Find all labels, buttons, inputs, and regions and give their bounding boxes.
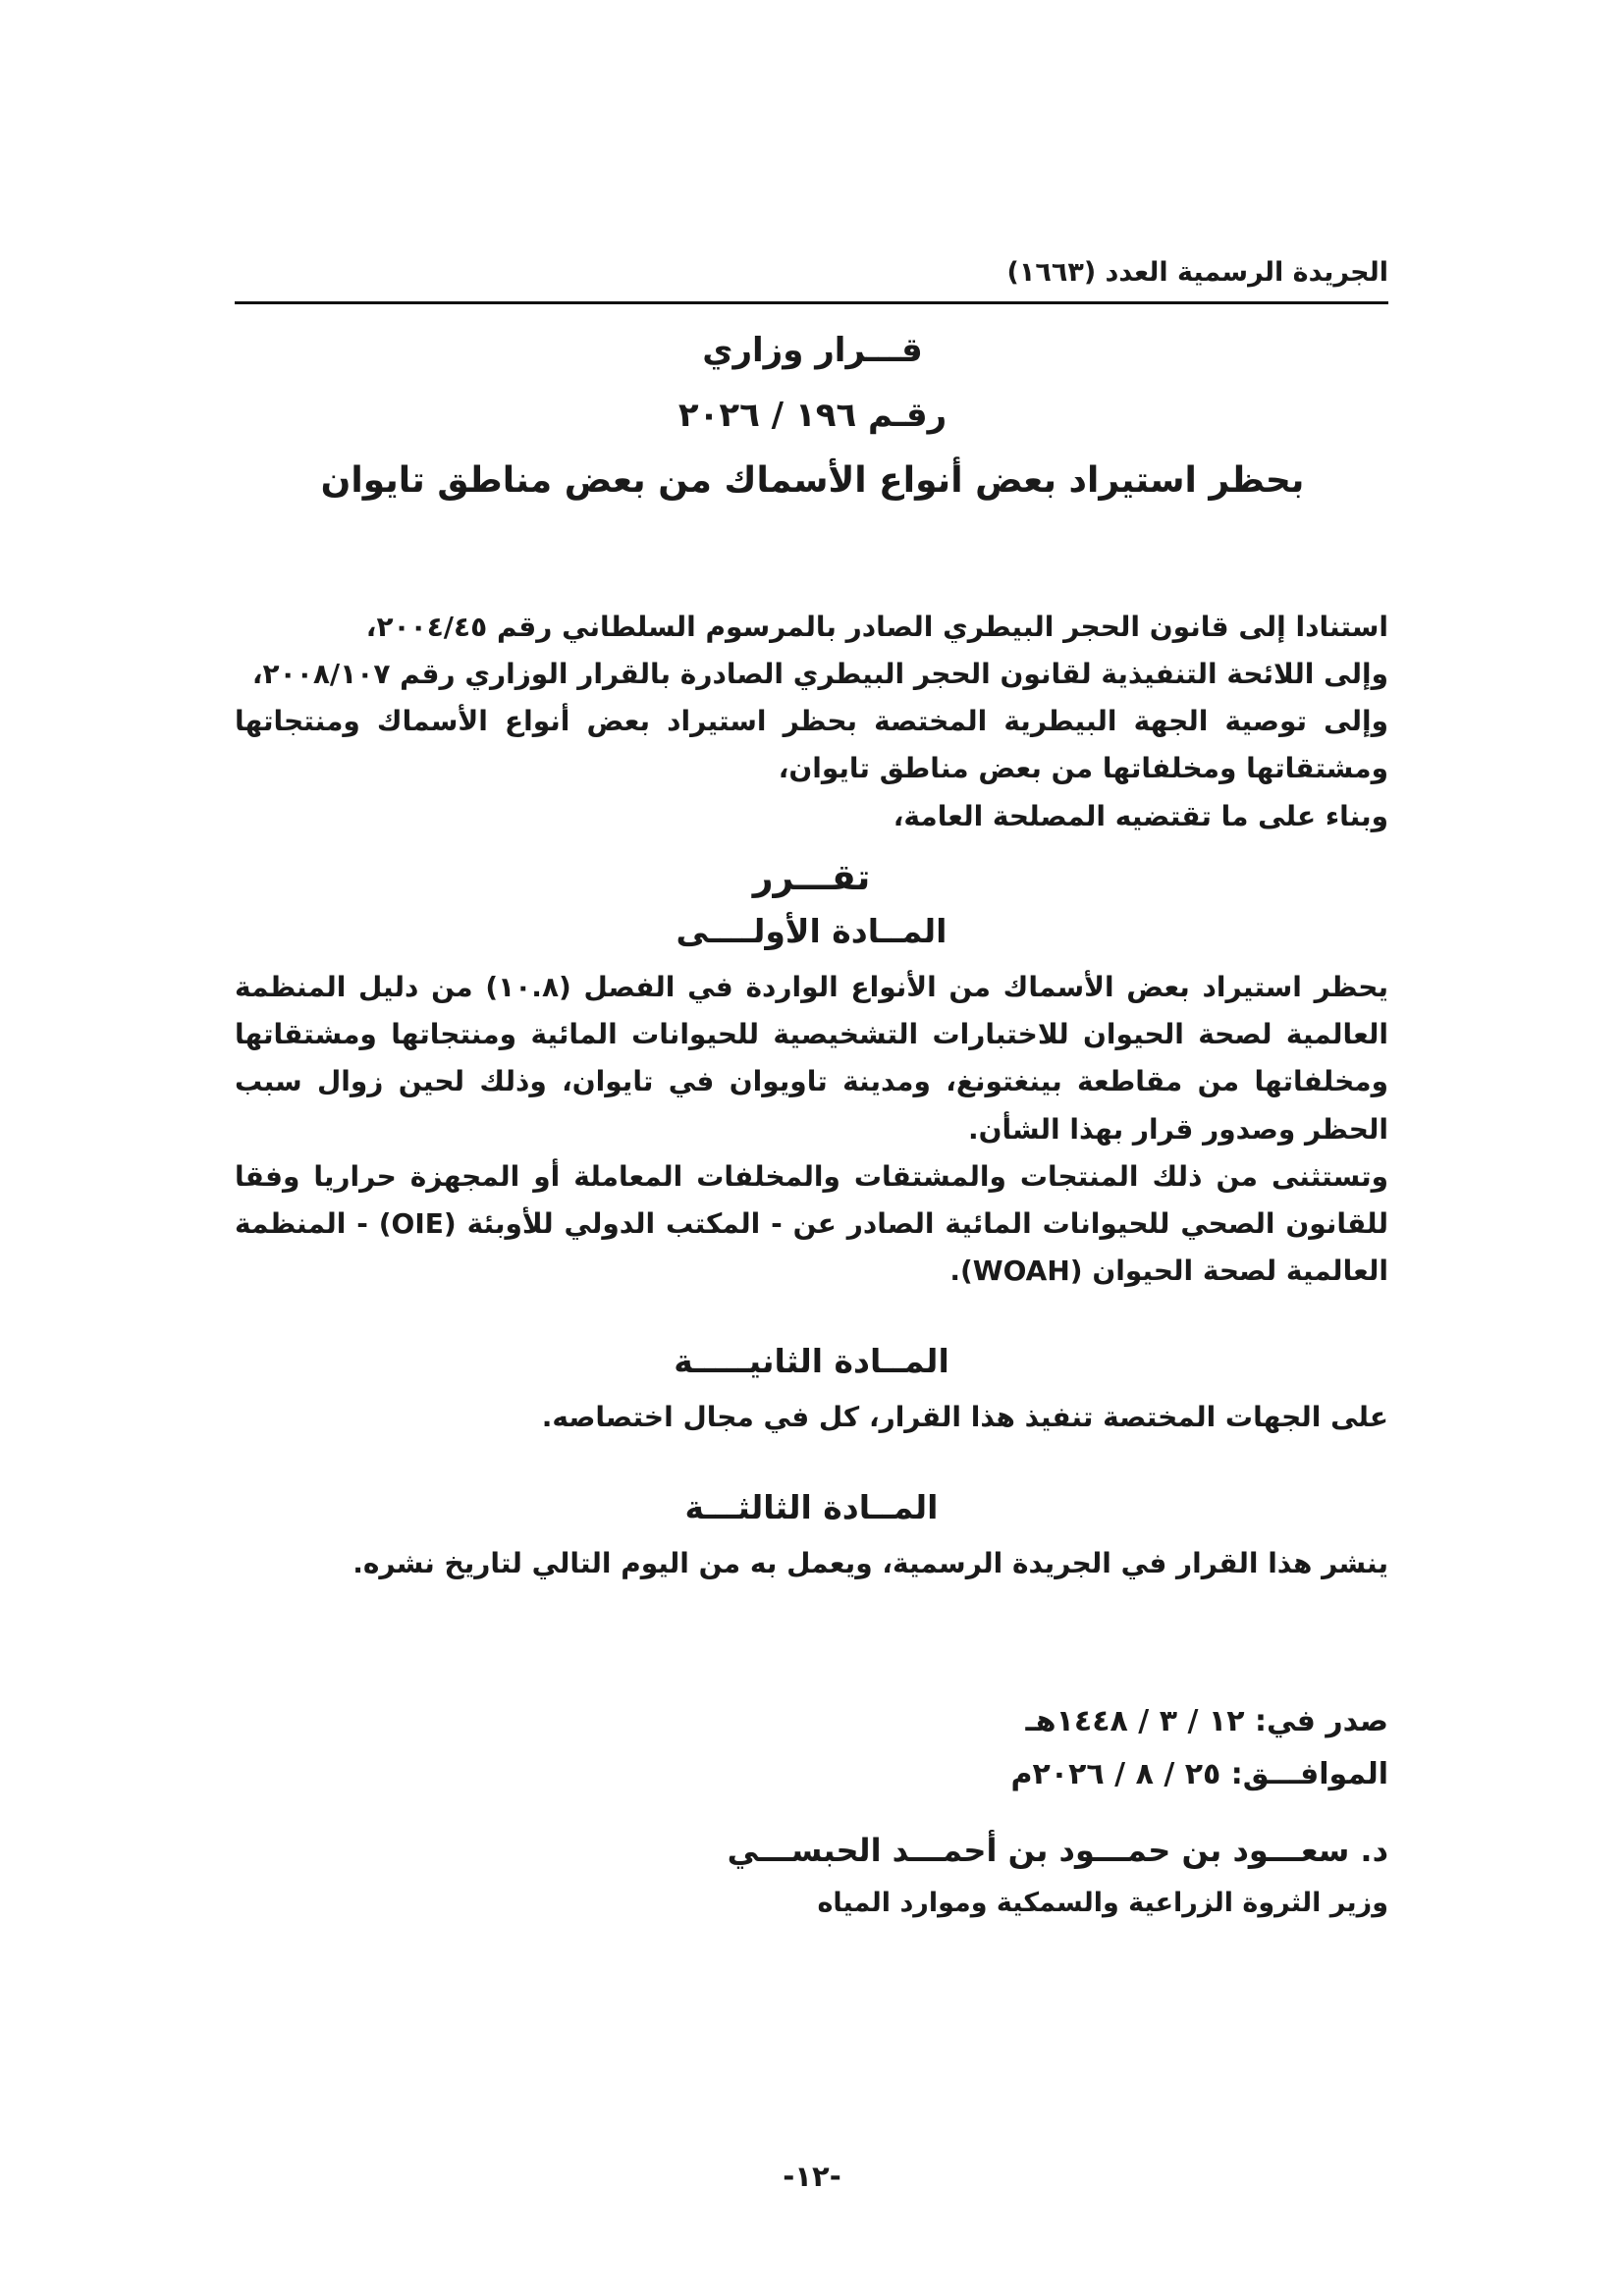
decision-number: رقـم ١٩٦ / ٢٠٢٦ bbox=[677, 396, 947, 436]
issued-date-gregorian: الموافـــق: ٢٥ / ٨ / ٢٠٢٦م bbox=[1010, 1757, 1388, 1792]
preamble-line: وبناء على ما تقتضيه المصلحة العامة، bbox=[893, 799, 1388, 832]
issued-date-hijri: صدر في: ١٢ / ٣ / ١٤٤٨هـ bbox=[1025, 1704, 1388, 1739]
article-3-heading: المــادة الثالثـــة bbox=[684, 1488, 939, 1527]
preamble-line: وإلى توصية الجهة البيطرية المختصة بحظر استيراد بعض أنواع الأسماك ومنتجاتها ومشتقاتها ومخلفاتها من بعض مناطق تايوان، bbox=[235, 705, 1388, 785]
article-1-paragraph: وتستثنى من ذلك المنتجات والمشتقات والمخلفات المعاملة أو المجهزة حراريا وفقا للقانون الصحي للحيوانات المائية الصادر عن - المكتب الدولي للأوبئة (OIE) - المنظمة العالمية لصحة الحيوان (WOAH). bbox=[235, 1159, 1388, 1288]
article-2-heading: المــادة الثانيـــــة bbox=[674, 1342, 949, 1381]
decision-body bbox=[235, 604, 1388, 1927]
article-3-paragraph: ينشر هذا القرار في الجريدة الرسمية، ويعمل به من اليوم التالي لتاريخ نشره. bbox=[352, 1547, 1388, 1580]
decision-title-block bbox=[236, 329, 1389, 526]
running-header: الجريدة الرسمية العدد (١٦٦٣) bbox=[235, 257, 1388, 304]
article-1-heading: المــادة الأولــــى bbox=[676, 912, 947, 951]
decides-heading: تقـــرر bbox=[752, 857, 871, 898]
page-number: -١٢- bbox=[783, 2160, 841, 2193]
article-1-paragraph: يحظر استيراد بعض الأسماك من الأنواع الواردة في الفصل (١٠.٨) من دليل المنظمة العالمية لصحة الحيوان للاختبارات التشخيصية للحيوانات المائية ومنتجاتها ومشتقاتها ومخلفاتها من مقاطعة بينغتونغ، ومدينة تاويوان في تايوان، وذلك لحين زوال سبب الحظر وصدور قرار بهذا الشأن. bbox=[235, 971, 1389, 1146]
article-2-paragraph: على الجهات المختصة تنفيذ هذا القرار، كل في مجال اختصاصه. bbox=[541, 1401, 1388, 1434]
signature-block bbox=[235, 1823, 1388, 1927]
preamble-line: استنادا إلى قانون الحجر البيطري الصادر بالمرسوم السلطاني رقم ٢٠٠٤/٤٥، bbox=[365, 611, 1388, 643]
signatory-title: وزير الثروة الزراعية والسمكية وموارد المياه bbox=[817, 1887, 1388, 1918]
preamble-line: وإلى اللائحة التنفيذية لقانون الحجر البيطري الصادرة بالقرار الوزاري رقم ٢٠٠٨/١٠٧، bbox=[251, 658, 1388, 691]
signatory-name: د. سعـــود بن حمـــود بن أحمـــد الحبســـي bbox=[727, 1832, 1388, 1870]
decision-type: قـــرار وزاري bbox=[702, 331, 923, 370]
decision-subject: بحظر استيراد بعض أنواع الأسماك من بعض مناطق تايوان bbox=[320, 460, 1305, 502]
